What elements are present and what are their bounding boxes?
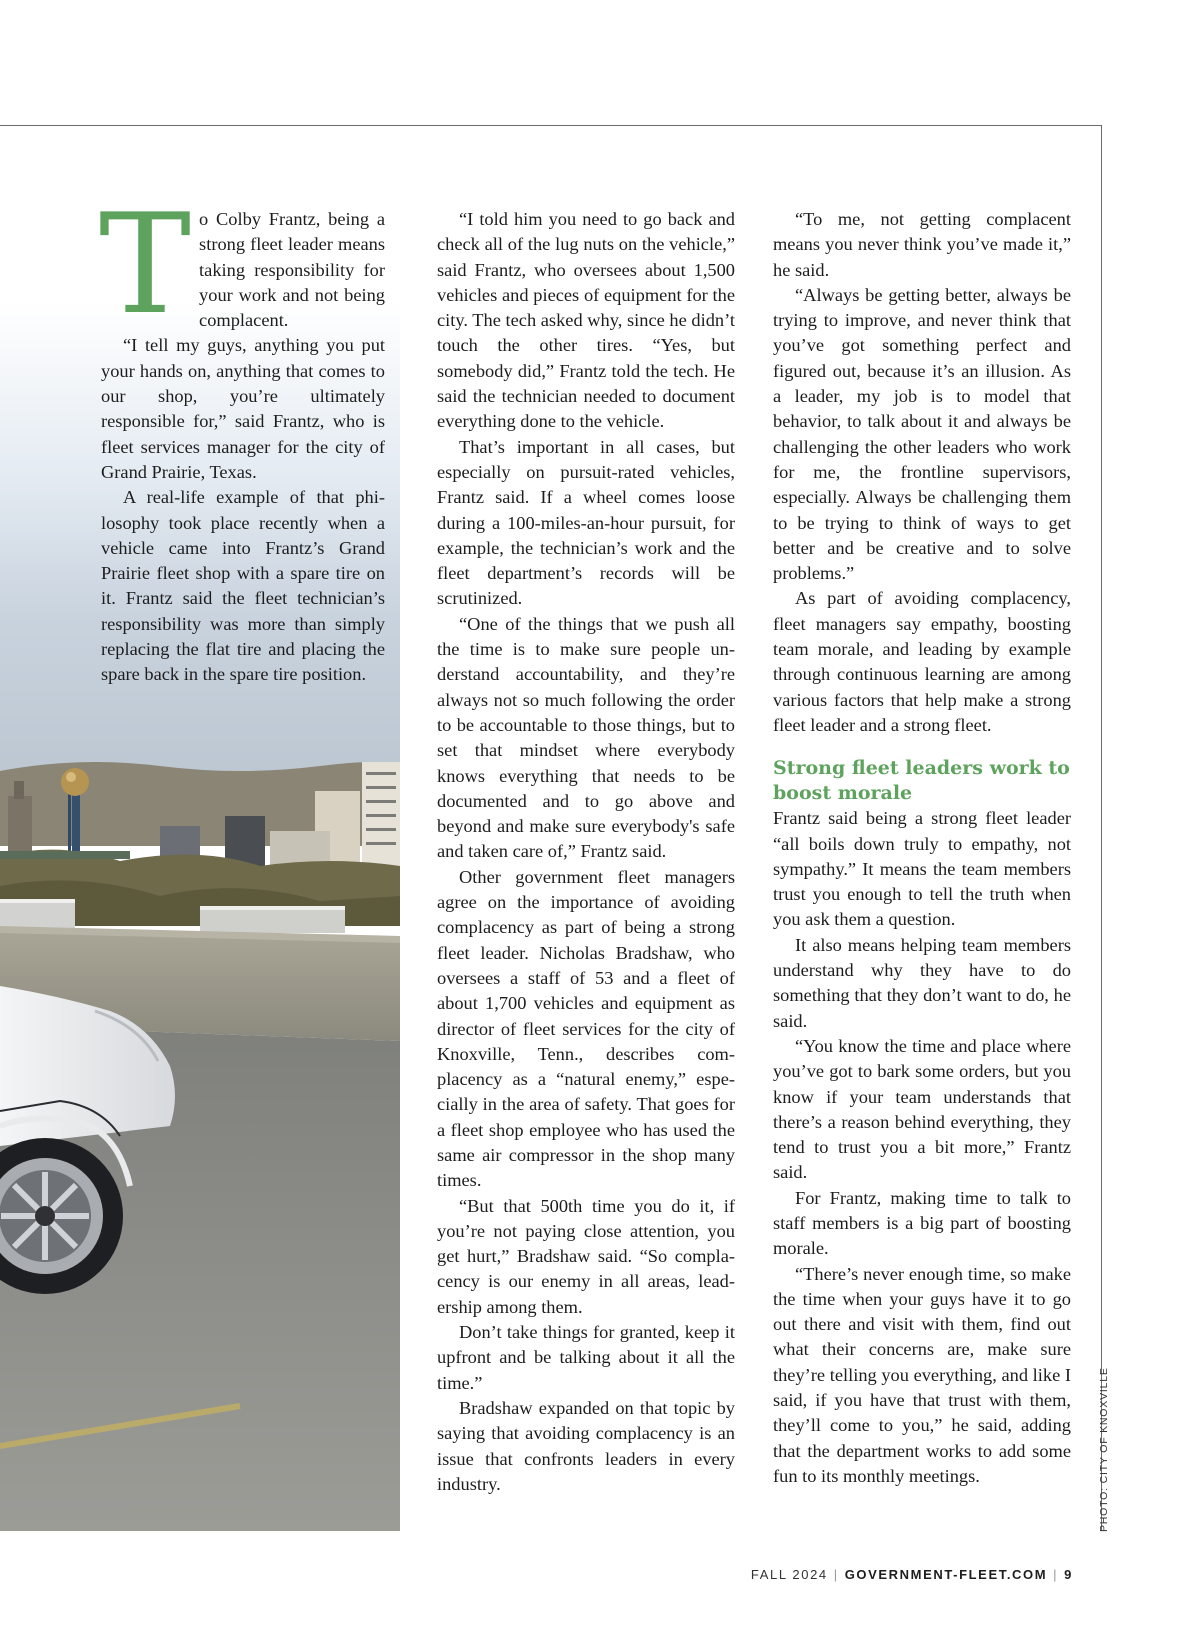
paragraph: “I told him you need to go back and check all of the lug nuts on the vehicle,” said Frantz, who oversees about 1,500 vehicles and pieces of equipment for the city. The tech asked why, since he didn’t touch the other tires. “Yes, but somebody did,” Frantz told the tech. He said the technician needed to document everything done to the vehicle. (437, 209, 735, 432)
paragraph: It also means helping team members understand why they have to do something that they don’t want to do, he said. (773, 934, 1071, 1031)
footer-divider: | (1053, 1567, 1059, 1582)
paragraph: Don’t take things for granted, keep it upfront and be talking about it all the time.” (437, 1322, 735, 1393)
paragraph: Bradshaw expanded on that topic by saying that avoiding complacency is an issue that confronts leaders in every industry. (437, 1397, 735, 1494)
drop-cap: T (99, 184, 192, 345)
photo-credit: PHOTO: CITY OF KNOXVILLE (1098, 1367, 1110, 1532)
paragraph: Frantz said being a strong fleet leader “all boils down truly to empathy, not sympathy.” It means the team members trust you enough to tell the truth when you ask them a question. (773, 808, 1071, 930)
page-number: 9 (1064, 1567, 1073, 1582)
section-subhead: Strong fleet leaders work to boost morale (773, 757, 1070, 805)
paragraph: As part of avoiding complacency, fleet managers say empathy, boosting team morale, and leading by example through continuous learning are among various factors that help make a strong fleet leader and a strong fleet. (773, 588, 1071, 735)
paragraph-text: o Colby Frantz, being a strong fleet leader means taking responsibility for your work and not being complacent. (199, 209, 385, 331)
paragraph: “Always be getting better, always be trying to improve, and never think that you’ve got something perfect and figured out, because it’s an illusion. As a leader, my job is to model that behavior, to talk about it and always be challenging the other leaders who work for me, the frontline supervisors, especially. Always be challenging them to be trying to think of ways to get better and be creative and to solve problems.” (773, 284, 1071, 584)
paragraph: Other government fleet managers agree on the importance of avoiding complacency as part of being a strong fleet leader. Nicholas Bradshaw, who oversees a staff of 53 and a fleet of about 1,700 vehicles and equipment as director of fleet services for the city of Knoxville, Tenn., describes complacency as a “natural enemy,” especially in the area of safety. That goes for a fleet shop employee who has used the same air compressor in the shop many times. (437, 866, 735, 1191)
footer-divider: | (833, 1567, 839, 1582)
paragraph: A real-life example of that philosophy took place recently when a vehicle came into Frantz’s Grand Prairie fleet shop with a spare tire on it. Frantz said the fleet technician’s responsibility was more than simply replacing the flat tire and placing the spare back in the spare tire position. (101, 487, 385, 685)
paragraph: “But that 500th time you do it, if you’re not paying close attention, you get hurt,” Bradshaw said. “So complacency is our enemy in all areas, leadership among them. (437, 1195, 735, 1317)
page-footer (751, 1567, 1073, 1582)
paragraph: “You know the time and place where you’ve got to bark some orders, but you know if your team understands that there’s a reason behind everything, they tend to trust you a bit more,” Frantz said. (773, 1035, 1071, 1183)
paragraph: “I tell my guys, anything you put your hands on, anything that comes to our shop, you’re ultimately responsible for,” said Frantz, who is fleet services manager for the city of Grand Prairie, Texas. (101, 335, 385, 482)
site-name: GOVERNMENT-FLEET.COM (844, 1567, 1048, 1582)
paragraph: For Frantz, making time to talk to staff members is a big part of boosting morale. (773, 1187, 1071, 1259)
paragraph: “To me, not getting complacent means you never think you’ve made it,” he said. (773, 209, 1071, 280)
frame-right-rule (1101, 125, 1102, 1531)
column-1 (99, 184, 385, 688)
column-3 (773, 207, 1071, 1489)
paragraph: That’s important in all cases, but especially on pursuit-rated vehicles, Frantz said. If a wheel comes loose during a 100-miles-an-hour pursuit, for example, the technician’s work and the fleet department’s records will be scrutinized. (437, 436, 735, 609)
column-2 (437, 207, 735, 1497)
paragraph: “One of the things that we push all the time is to make sure people understand accountability, and they’re always not so much following the order to be accountable to those things, but to set that mindset where everybody knows everything that needs to be documented and to go above and beyond and make sure everybody's safe and taken care of,” Frantz said. (437, 613, 735, 862)
paragraph: “There’s never enough time, so make the time when your guys have it to go out there and visit with them, find out what their concerns are, make sure they’re telling you everything, and like I said, if you have that trust with them, they’ll come to you,” he said, adding that the department works to add some fun to its monthly meetings. (773, 1263, 1071, 1486)
lead-paragraph (99, 184, 385, 345)
issue-label: FALL 2024 (750, 1567, 828, 1582)
